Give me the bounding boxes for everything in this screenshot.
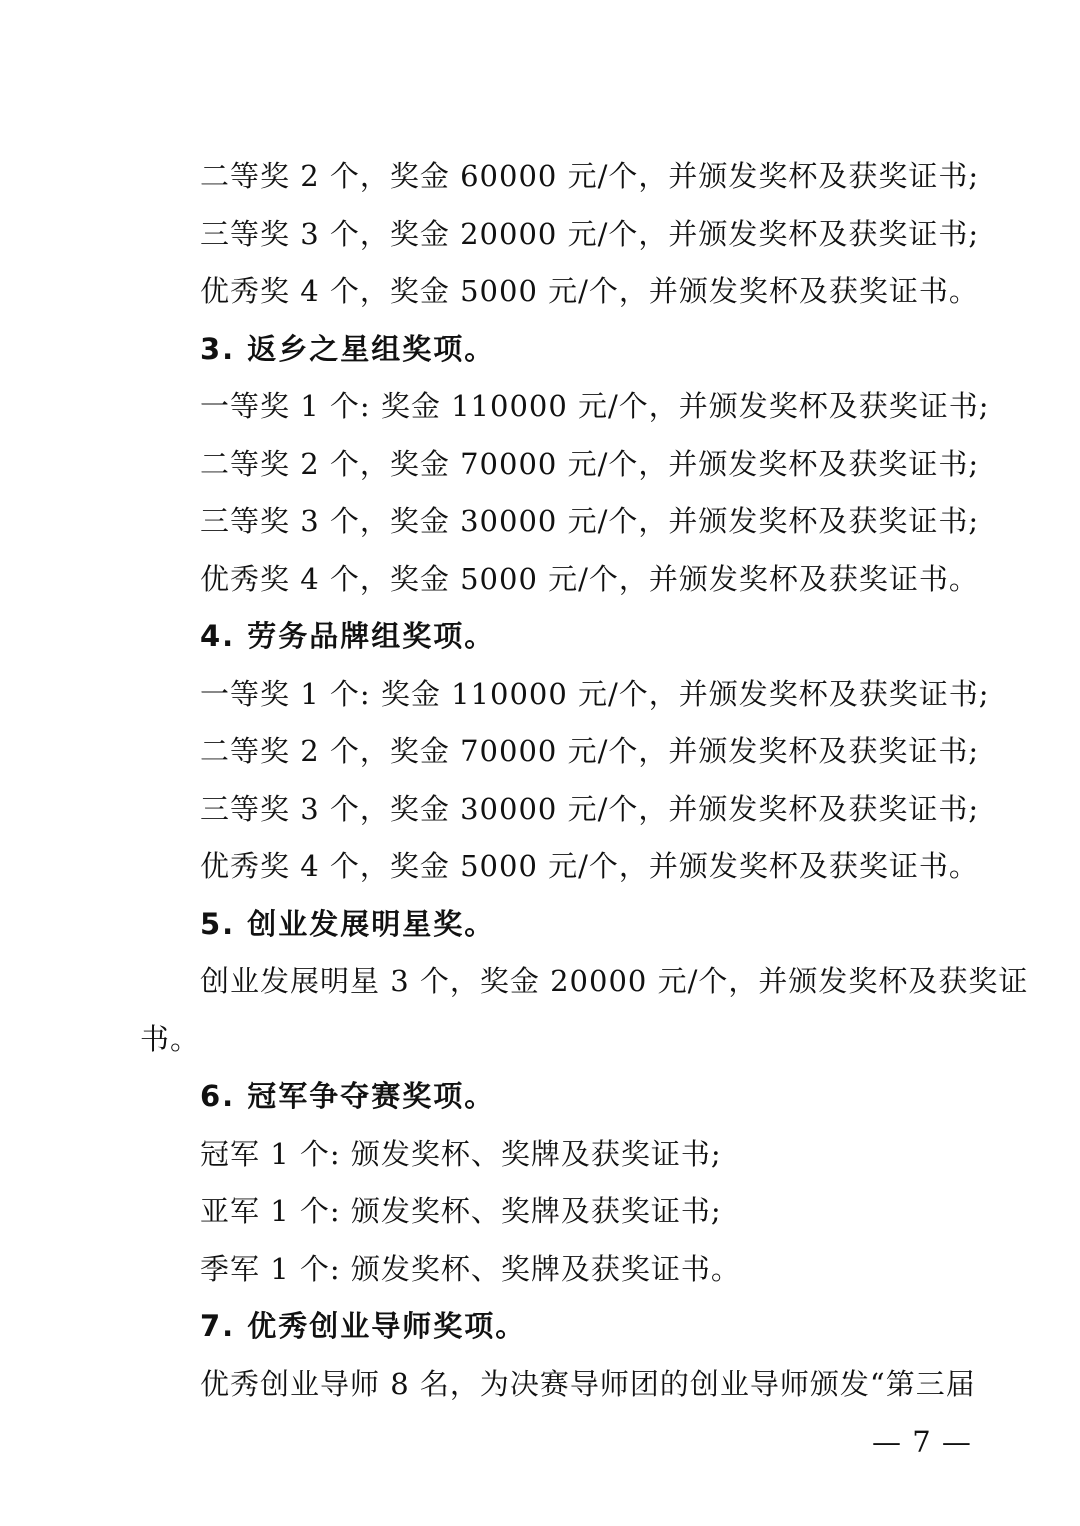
paragraph-excellent-mentor-line-1: 优秀创业导师 8 名，为决赛导师团的创业导师颁发“第三届 [200,1366,976,1401]
award-line-third-prize: 三等奖 3 个，奖金 30000 元/个，并颁发奖杯及获奖证书; [200,791,980,826]
section-heading-excellent-mentor: 7. 优秀创业导师奖项。 [200,1309,527,1343]
document-body [140,148,1029,1413]
award-line-first-prize: 一等奖 1 个: 奖金 110000 元/个，并颁发奖杯及获奖证书; [200,389,990,423]
award-line-champion: 冠军 1 个: 颁发奖杯、奖牌及获奖证书; [200,1136,722,1171]
award-line-third-prize: 三等奖 3 个，奖金 30000 元/个，并颁发奖杯及获奖证书; [200,504,980,538]
award-line-first-prize: 一等奖 1 个: 奖金 110000 元/个，并颁发奖杯及获奖证书; [200,676,990,711]
paragraph-entrepreneurship-star-line-2: 书。 [140,1021,201,1056]
section-heading-championship: 6. 冠军争夺赛奖项。 [200,1079,496,1113]
award-line-third-place: 季军 1 个: 颁发奖杯、奖牌及获奖证书。 [200,1251,741,1286]
award-line-excellence-prize: 优秀奖 4 个，奖金 5000 元/个，并颁发奖杯及获奖证书。 [200,274,979,308]
section-heading-returning-stars: 3. 返乡之星组奖项。 [200,331,496,366]
section-heading-labor-brand: 4. 劳务品牌组奖项。 [200,619,496,653]
paragraph-entrepreneurship-star-line-1: 创业发展明星 3 个，奖金 20000 元/个，并颁发奖杯及获奖证 [200,964,1029,998]
award-line-excellence-prize: 优秀奖 4 个，奖金 5000 元/个，并颁发奖杯及获奖证书。 [200,849,979,883]
page-number: — 7 — [872,1425,972,1459]
award-line-second-prize: 二等奖 2 个，奖金 60000 元/个，并颁发奖杯及获奖证书; [200,159,980,193]
section-heading-entrepreneurship-star: 5. 创业发展明星奖。 [200,906,496,941]
award-line-excellence-prize: 优秀奖 4 个，奖金 5000 元/个，并颁发奖杯及获奖证书。 [200,561,979,596]
award-line-second-prize: 二等奖 2 个，奖金 70000 元/个，并颁发奖杯及获奖证书; [200,446,980,481]
award-line-third-prize: 三等奖 3 个，奖金 20000 元/个，并颁发奖杯及获奖证书; [200,216,980,251]
award-line-second-prize: 二等奖 2 个，奖金 70000 元/个，并颁发奖杯及获奖证书; [200,734,980,768]
award-line-runner-up: 亚军 1 个: 颁发奖杯、奖牌及获奖证书; [200,1194,722,1228]
